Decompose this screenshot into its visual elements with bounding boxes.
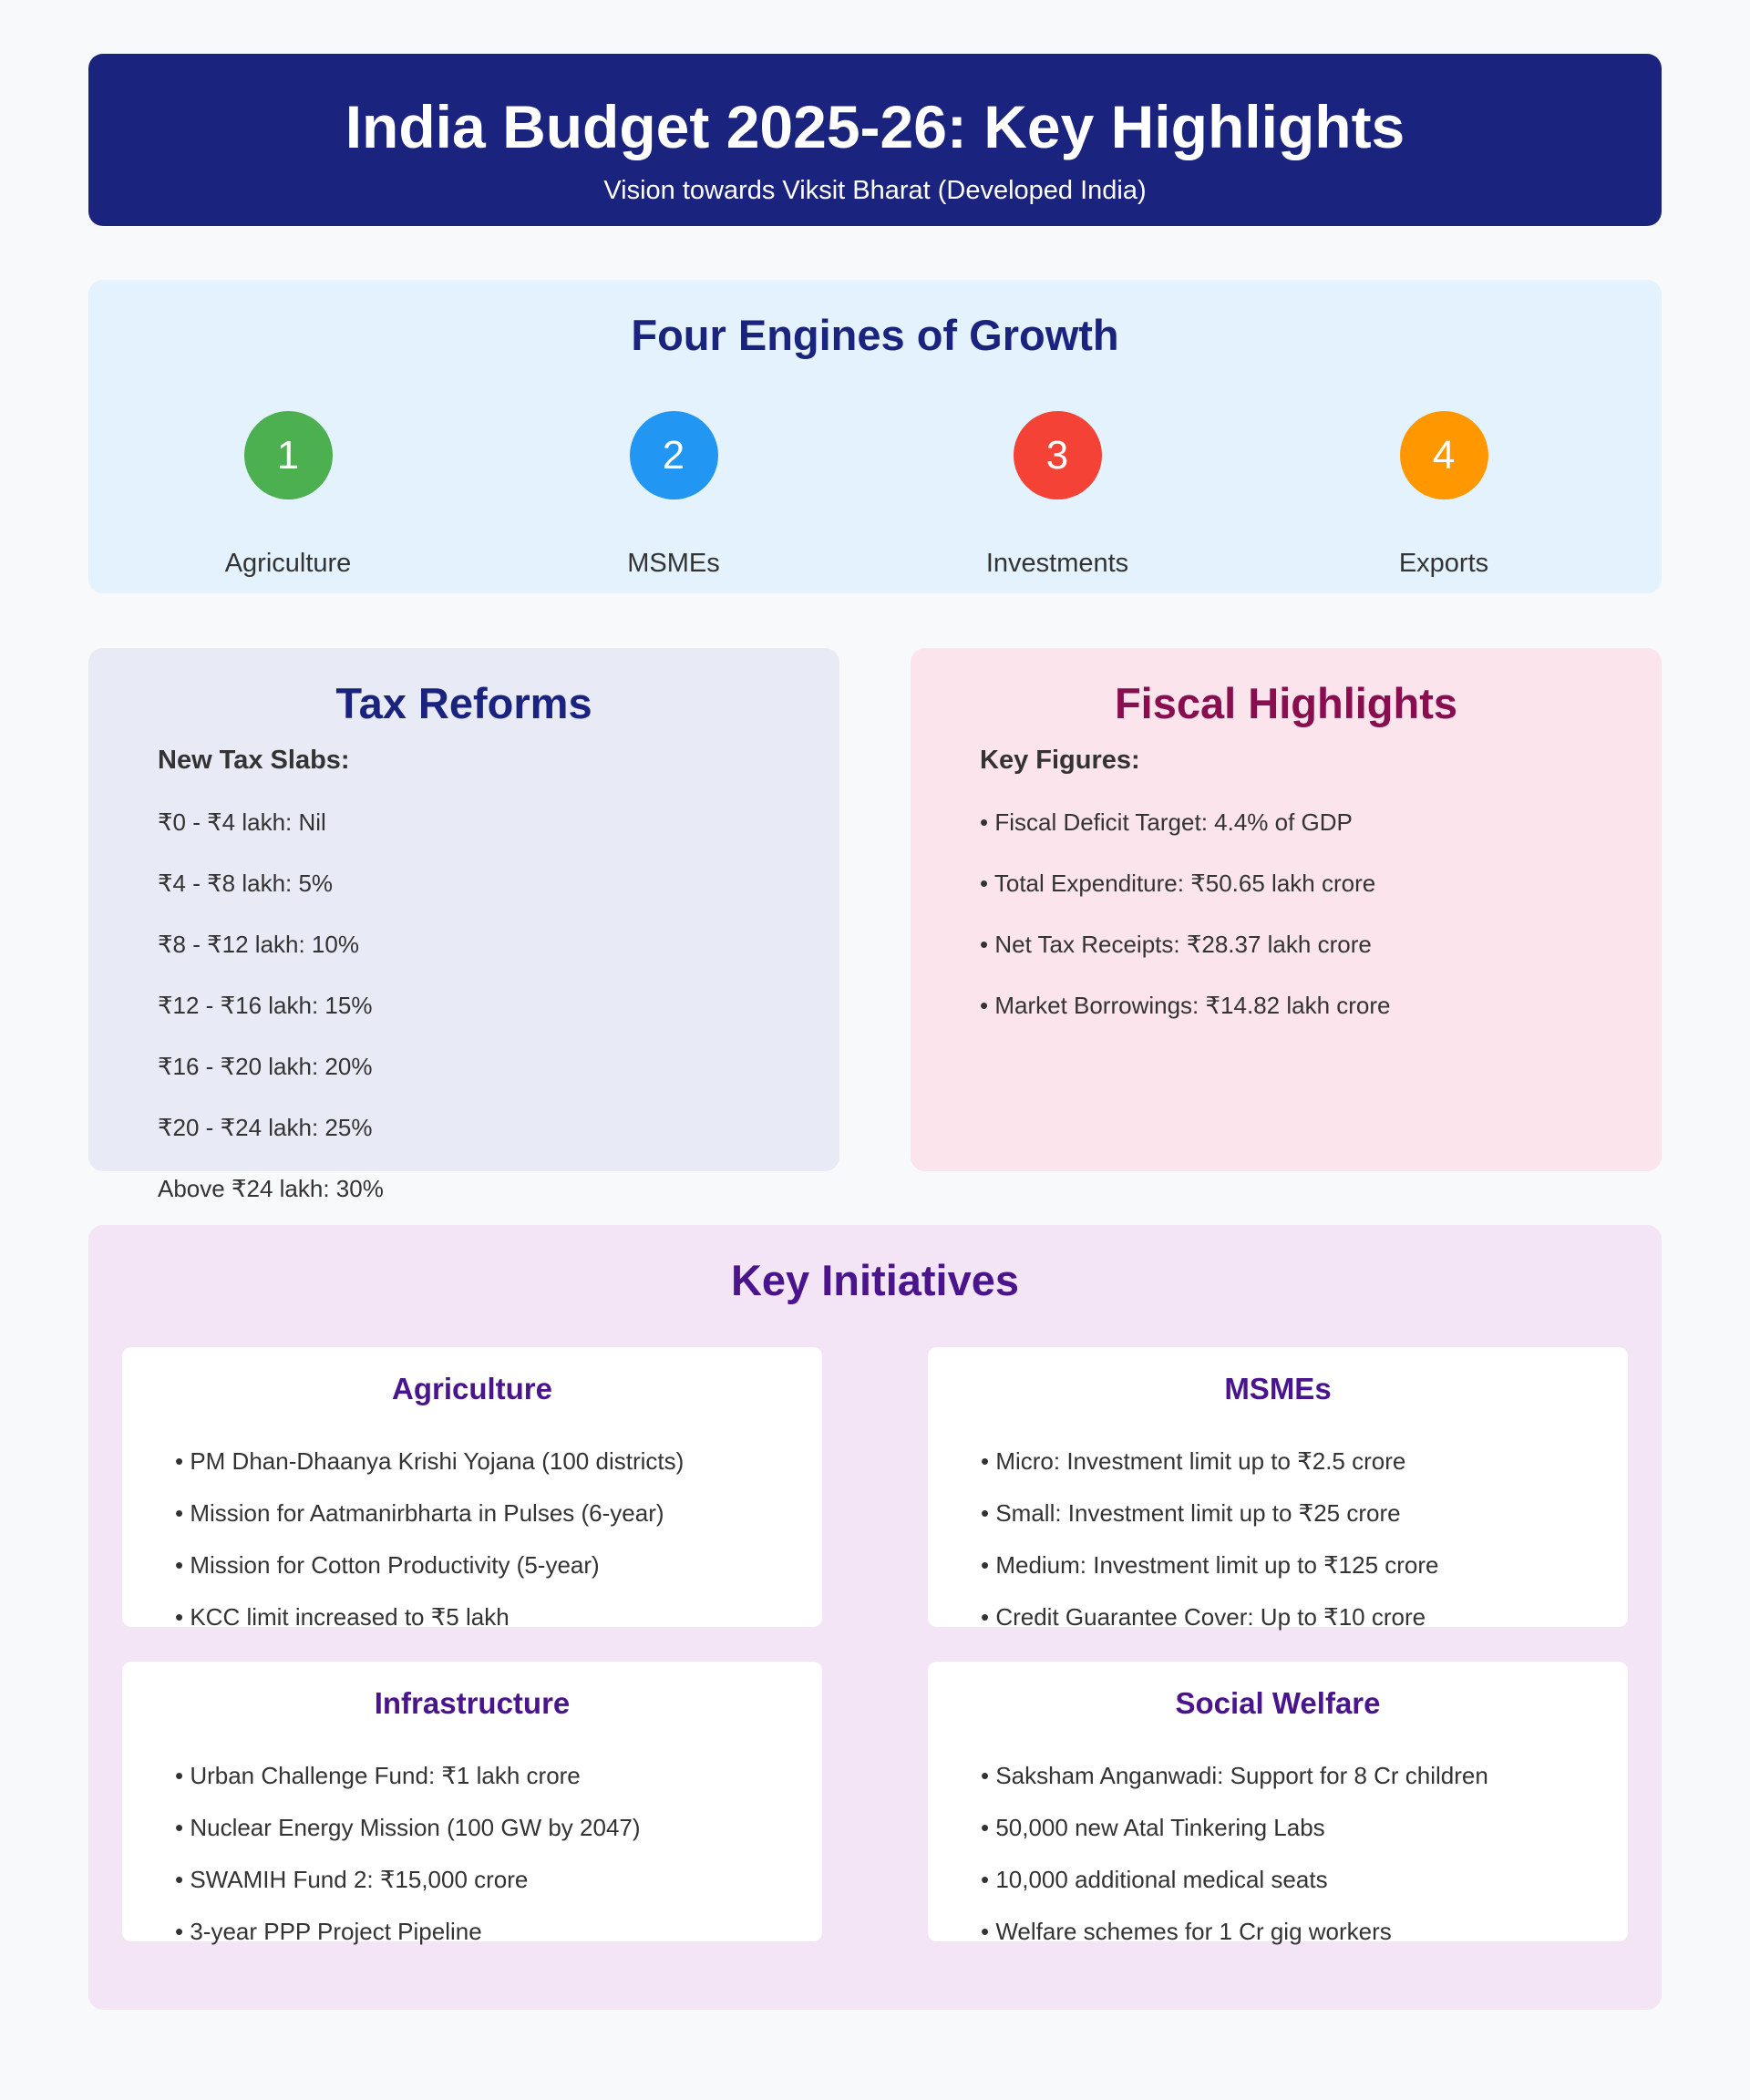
initiative-item: • PM Dhan-Dhaanya Krishi Yojana (100 districts) [175,1447,685,1475]
tax-slab-item: ₹0 - ₹4 lakh: Nil [158,808,326,836]
section-title: Fiscal Highlights [1114,679,1458,727]
card-title: Agriculture [391,1372,553,1405]
engine-label: Exports [1398,549,1489,578]
section-title: Tax Reforms [335,679,592,727]
initiative-item: • Micro: Investment limit up to ₹2.5 crore [981,1447,1406,1475]
tax-slab-item: ₹8 - ₹12 lakh: 10% [158,931,359,958]
tax-slab-item: ₹20 - ₹24 lakh: 25% [158,1114,373,1141]
initiative-item: • 3-year PPP Project Pipeline [175,1918,482,1945]
engine-label: Investments [985,549,1129,578]
fiscal-figure-item: • Net Tax Receipts: ₹28.37 lakh crore [980,931,1372,958]
fiscal-figure-item: • Market Borrowings: ₹14.82 lakh crore [980,992,1391,1019]
engine-item [151,411,425,579]
key-initiatives-section [88,1225,1662,2010]
tax-slab-item: ₹16 - ₹20 lakh: 20% [158,1053,373,1080]
tax-slab-item: Above ₹24 lakh: 30% [158,1175,384,1202]
tax-reforms-panel [88,648,839,1202]
tax-slab-item: ₹12 - ₹16 lakh: 15% [158,992,373,1019]
initiative-item: • Mission for Cotton Productivity (5-year) [175,1551,600,1579]
engine-item [537,411,810,579]
card-title: Social Welfare [1175,1686,1381,1720]
card-title: Infrastructure [374,1686,571,1720]
initiative-item: • 10,000 additional medical seats [981,1866,1328,1893]
initiative-item: • 50,000 new Atal Tinkering Labs [981,1814,1325,1841]
engine-label: Agriculture [224,549,352,578]
initiative-card [122,1662,822,1945]
engine-label: MSMEs [627,549,720,578]
engine-number-badge: 4 [1400,411,1488,499]
card-title: MSMEs [1224,1372,1332,1405]
initiative-item: • Welfare schemes for 1 Cr gig workers [981,1918,1392,1945]
fiscal-figure-item: • Total Expenditure: ₹50.65 lakh crore [980,870,1376,897]
initiative-item: • KCC limit increased to ₹5 lakh [175,1603,510,1631]
initiative-card [928,1347,1628,1631]
four-engines-section [88,280,1662,593]
engine-number-badge: 1 [244,411,333,499]
engine-item [921,411,1194,579]
page-title: India Budget 2025-26: Key Highlights [345,93,1405,160]
initiative-item: • Credit Guarantee Cover: Up to ₹10 crore [981,1603,1426,1631]
initiative-item: • Nuclear Energy Mission (100 GW by 2047) [175,1814,641,1841]
initiative-item: • Medium: Investment limit up to ₹125 crore [981,1551,1439,1579]
page-subtitle: Vision towards Viksit Bharat (Developed India) [603,176,1147,205]
section-title: Four Engines of Growth [631,311,1119,359]
subheading: New Tax Slabs: [158,746,350,775]
initiative-item: • SWAMIH Fund 2: ₹15,000 crore [175,1866,529,1893]
initiative-item: • Saksham Anganwadi: Support for 8 Cr children [981,1762,1488,1789]
initiative-item: • Urban Challenge Fund: ₹1 lakh crore [175,1762,581,1789]
initiative-card [122,1347,822,1631]
engine-item [1307,411,1580,579]
section-title: Key Initiatives [730,1256,1020,1304]
fiscal-highlights-panel [911,648,1662,1171]
page-header [88,54,1662,226]
fiscal-figure-item: • Fiscal Deficit Target: 4.4% of GDP [980,808,1353,836]
subheading: Key Figures: [980,746,1140,775]
initiative-item: • Mission for Aatmanirbharta in Pulses (6-year) [175,1499,664,1527]
initiative-card [928,1662,1628,1945]
tax-slab-item: ₹4 - ₹8 lakh: 5% [158,870,334,897]
initiative-item: • Small: Investment limit up to ₹25 crore [981,1499,1401,1527]
engine-number-badge: 2 [630,411,718,499]
engine-number-badge: 3 [1014,411,1102,499]
